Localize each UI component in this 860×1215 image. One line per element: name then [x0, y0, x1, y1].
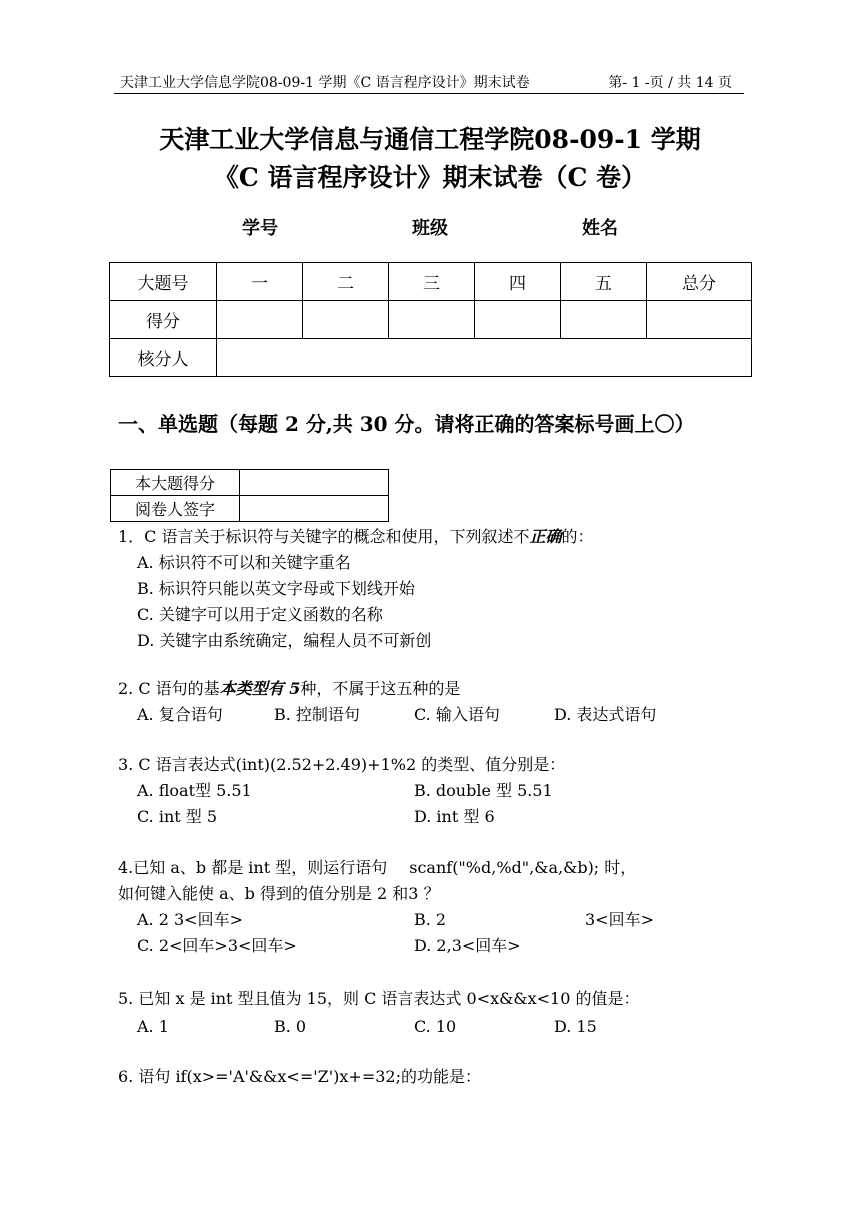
table-header-cell: 总分: [647, 263, 752, 301]
checker-row-label: 核分人: [110, 339, 217, 377]
page-header: [120, 72, 732, 92]
exam-title-line2: 《C 语言程序设计》期末试卷（C 卷）: [213, 163, 647, 192]
question-2-option-b: B. 控制语句: [274, 705, 360, 724]
page-number: 第- 1 -页 / 共 14 页: [608, 75, 732, 91]
question-2-emphasis: 本类型有 5: [219, 679, 301, 698]
question-5-option-c: C. 10: [414, 1017, 457, 1036]
table-header-cell: 四: [475, 263, 561, 301]
name-label: 姓名: [582, 218, 618, 239]
question-1-stem-text: 1．C 语言关于标识符与关键字的概念和使用，下列叙述不: [118, 527, 530, 546]
table-header-cell: 一: [217, 263, 303, 301]
class-label: 班级: [412, 218, 448, 239]
score-table-header-row: [110, 263, 752, 301]
question-5-option-d: D. 15: [554, 1017, 597, 1036]
score-cell: [647, 301, 752, 339]
question-5-stem: 5. 已知 x 是 int 型且值为 15，则 C 语言表达式 0<x&&x<10 的值是：: [118, 989, 640, 1008]
question-4-stem-line2: 如何键入能使 a、b 得到的值分别是 2 和3 ？: [118, 884, 440, 903]
question-1-option-b: B. 标识符只能以英文字母或下划线开始: [137, 579, 415, 598]
score-cell: [303, 301, 389, 339]
question-4-stem-line1: [118, 855, 636, 881]
score-table: [109, 262, 752, 377]
question-1-emphasis: 正确: [529, 527, 562, 546]
score-row: [110, 301, 752, 339]
question-3-option-a: A. float型 5.51: [137, 781, 252, 800]
question-4-option-c: C. 2<回车>3<回车>: [137, 936, 297, 955]
score-cell: [561, 301, 647, 339]
question-2-option-c: C. 输入语句: [414, 705, 500, 724]
section-score-label: 本大题得分: [111, 470, 240, 496]
grader-signature-cell: [240, 496, 389, 522]
question-2-option-a: A. 复合语句: [137, 705, 223, 724]
grader-signature-label: 阅卷人签字: [111, 496, 240, 522]
question-1-stem-end: 的：: [561, 527, 594, 546]
question-1-option-d: D. 关键字由系统确定，编程人员不可新创: [137, 631, 432, 650]
header-left-text: 天津工业大学信息学院08-09-1 学期《C 语言程序设计》期末试卷: [120, 75, 530, 91]
question-4-option-b-continued: 3<回车>: [585, 910, 654, 929]
question-4-code: scanf("%d,%d",&a,&b); 时，: [409, 858, 637, 877]
score-cell: [475, 301, 561, 339]
table-header-cell: 二: [303, 263, 389, 301]
header-divider: [114, 93, 744, 94]
question-2-stem-end: 种，不属于这五种的是: [300, 679, 461, 698]
question-6-stem: 6. 语句 if(x>='A'&&x<='Z')x+=32;的功能是：: [118, 1067, 481, 1086]
score-row-label: 得分: [110, 301, 217, 339]
question-5-option-a: A. 1: [137, 1017, 169, 1036]
score-cell: [389, 301, 475, 339]
question-3-option-c: C. int 型 5: [137, 807, 218, 826]
table-header-cell: 三: [389, 263, 475, 301]
question-1-stem: [118, 524, 594, 550]
question-4-option-b: B. 2: [414, 910, 447, 929]
student-id-label: 学号: [242, 218, 278, 239]
checker-row: [110, 339, 752, 377]
question-3-option-b: B. double 型 5.51: [414, 781, 553, 800]
score-cell: [217, 301, 303, 339]
question-4-stem-text: 4.已知 a、b 都是 int 型，则运行语句: [118, 858, 388, 877]
question-4-option-a: A. 2 3<回车>: [137, 910, 243, 929]
exam-title-line1: 天津工业大学信息与通信工程学院08-09-1 学期: [159, 125, 701, 154]
section-score-table: [110, 469, 389, 522]
checker-cell: [217, 339, 752, 377]
section-1-title: 一、单选题（每题 2 分,共 30 分。请将正确的答案标号画上〇）: [118, 412, 695, 436]
question-4-option-d: D. 2,3<回车>: [414, 936, 521, 955]
section-score-cell: [240, 470, 389, 496]
question-3-stem: 3. C 语言表达式(int)(2.52+2.49)+1%2 的类型、值分别是：: [118, 755, 566, 774]
table-header-cell: 大题号: [110, 263, 217, 301]
question-5-option-b: B. 0: [274, 1017, 307, 1036]
question-3-option-d: D. int 型 6: [414, 807, 495, 826]
table-header-cell: 五: [561, 263, 647, 301]
question-1-option-a: A. 标识符不可以和关键字重名: [137, 553, 351, 572]
question-2-stem: [118, 676, 460, 702]
question-2-option-d: D. 表达式语句: [554, 705, 657, 724]
question-1-option-c: C. 关键字可以用于定义函数的名称: [137, 605, 383, 624]
question-2-stem-text: 2. C 语句的基: [118, 679, 220, 698]
